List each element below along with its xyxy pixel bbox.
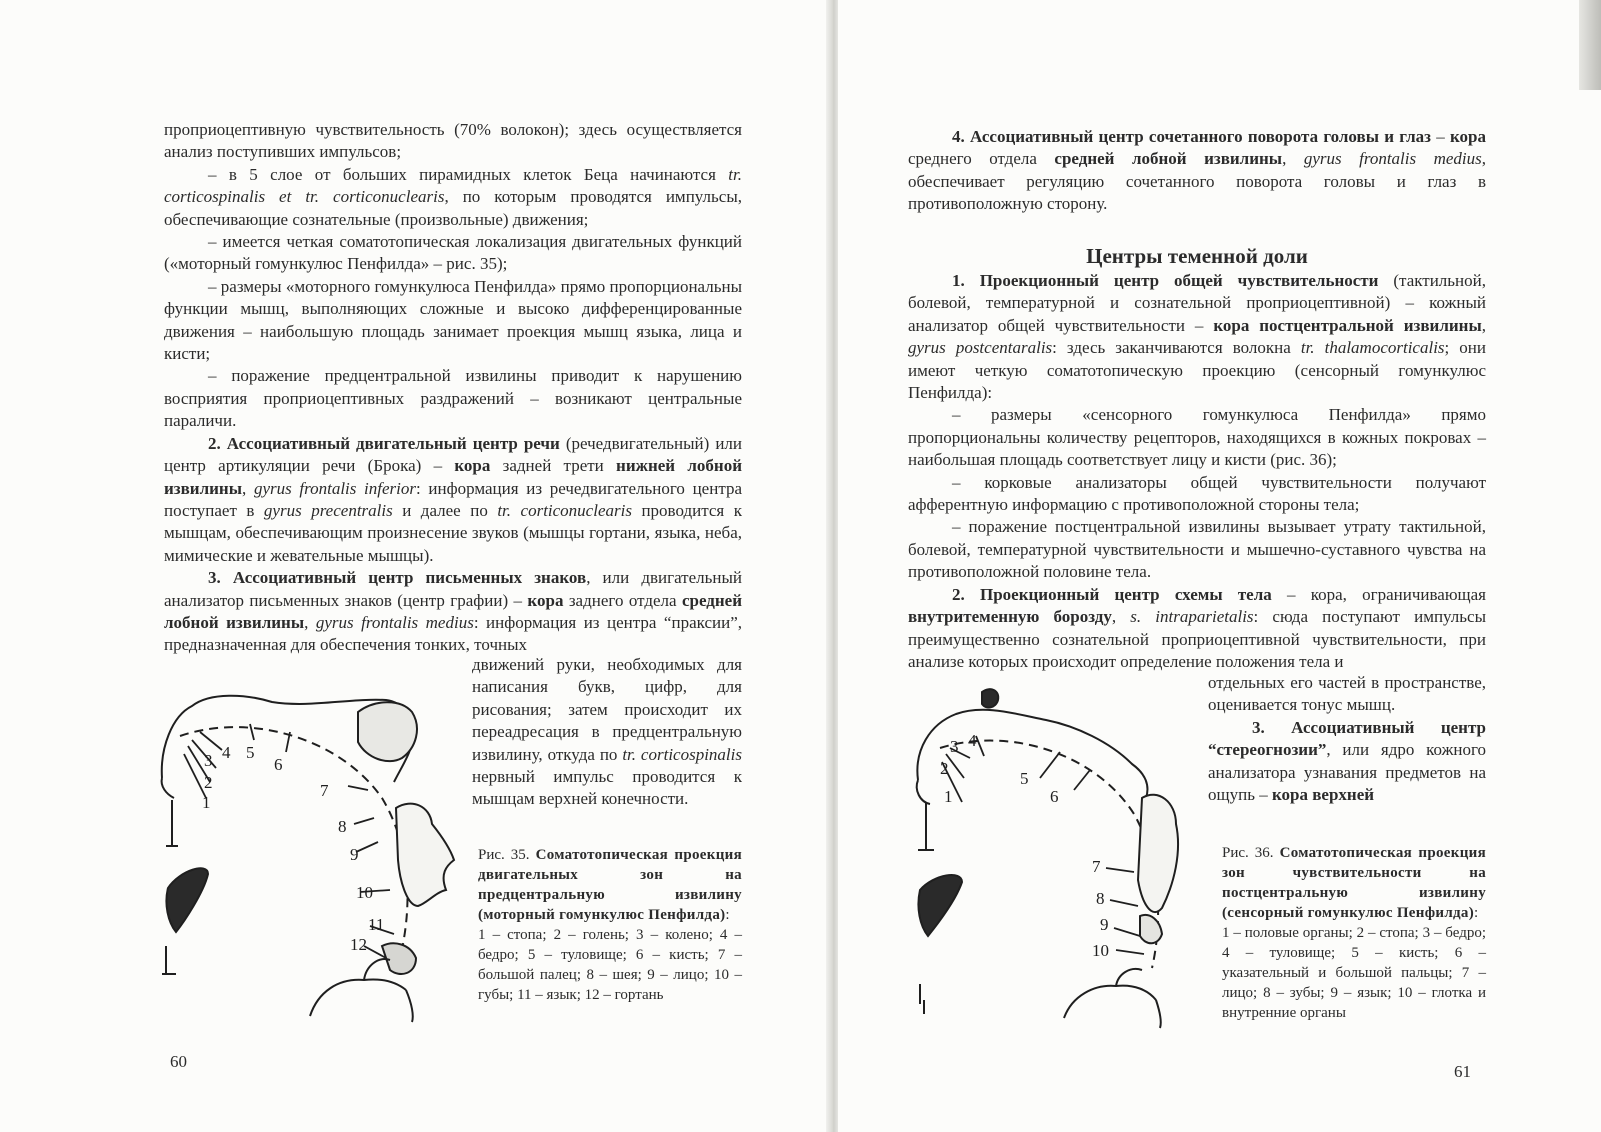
- caption-prefix: Рис. 36.: [1222, 845, 1274, 861]
- text-run: 4. Ассоциативный центр сочетанного поворота головы и глаз: [952, 127, 1431, 146]
- text-run: – корковые анализаторы общей чувствительности получают афферентную информацию с противоположной стороны тела;: [908, 472, 1486, 515]
- fig36-label: 9: [1100, 915, 1109, 934]
- text-run: – размеры «моторного гомункулюса Пенфилда» прямо пропорциональны функции мышц, выполняющих сложные и высоко дифференцированные движения – наибольшую площадь занимает проекция мышц языка, лица и кисти;: [164, 276, 742, 364]
- text-run: , обеспечивает регуляцию сочетанного поворота головы и глаз в противоположную сторону.: [908, 149, 1487, 214]
- text-run: внутритеменную борозду: [908, 607, 1112, 627]
- text-run: tr. corticospinalis et tr. corticonuclearis: [164, 164, 742, 207]
- small-stroke-mark: [162, 946, 176, 974]
- text-run: ,: [1481, 315, 1486, 335]
- fig36-label: 3: [950, 737, 959, 756]
- left-paragraph: [164, 276, 742, 366]
- text-run: gyrus precentralis: [263, 500, 393, 520]
- text-run: , или двигательный анализатор письменных знаков (центр графии) –: [164, 568, 743, 610]
- text-run: 3. Ассоциативный центр письменных знаков: [208, 568, 587, 588]
- text-run: gyrus frontalis medius: [315, 612, 474, 632]
- right-side-paragraph: [1208, 672, 1486, 717]
- text-run: 3. Ассоциативный центр “стереогнозии”: [1208, 717, 1486, 760]
- text-run: заднего отдела: [563, 590, 682, 610]
- tongue-shape: [166, 868, 208, 932]
- text-run: (речедвигательный) или центр артикуляции речи (Брока) –: [164, 433, 742, 476]
- text-run: : информация из речедвигательного центра поступает в: [164, 478, 742, 520]
- fig35-label: 7: [320, 781, 329, 800]
- motor-homunculus-figure: [150, 678, 468, 1023]
- fig35-label: 12: [350, 935, 367, 954]
- fig36-label: 1: [944, 787, 953, 806]
- fig36-label: 6: [1050, 787, 1059, 806]
- text-run: : сюда поступают импульсы преимущественно сознательной проприоцептивной чувствительности, при анализе которых происходит определение положения тела и: [908, 607, 1487, 671]
- text-run: – кора, ограничивающая: [1271, 584, 1486, 604]
- homunculus-head-small: [982, 689, 998, 707]
- text-run: задней трети: [490, 456, 617, 476]
- section-title: Центры теменной доли: [1086, 244, 1308, 268]
- text-run: – размеры «сенсорного гомункулюса Пенфилда» прямо пропорциональны количеству рецепторов, находящихся в кожных покровах – наибольшая площадь соответствует лицу и кисти (рис. 36);: [908, 405, 1486, 470]
- page-number: 61: [1454, 1062, 1471, 1081]
- text-run: 2. Ассоциативный двигательный центр речи: [208, 433, 560, 453]
- text-run: gyrus postcentaralis: [908, 338, 1053, 358]
- text-run: отдельных его частей в пространстве, оценивается тонус мышц.: [1208, 673, 1486, 715]
- left-paragraph: [164, 164, 742, 231]
- fig35-label: 3: [204, 751, 213, 770]
- caption-legend: 1 – половые органы; 2 – стопа; 3 – бедро; 4 – туловище; 5 – кисть; 6 – указательный и большой пальцы; 7 – лицо; 8 – зубы; 9 – язык; 10 – глотка и внутренние органы: [1222, 925, 1486, 1021]
- fig35-label: 9: [350, 845, 359, 864]
- right-paragraph: [908, 516, 1486, 583]
- text-run: : информация из центра “праксии”, предназначенная для обеспечения тонких, точных: [164, 612, 742, 655]
- text-run: кора: [527, 590, 564, 610]
- fig35-label: 2: [204, 773, 213, 792]
- text-run: кора: [1449, 127, 1487, 146]
- text-run: – имеется четкая соматотопическая локализация двигательных функций («моторный гомункулюс Пенфилда» – рис. 35);: [164, 232, 742, 274]
- figure-36-caption: Рис. 36. Соматотопическая проекция зон чувствительности на постцентральную извилину (сенсорный гомункулюс Пенфилда): 1 – половые органы; 2 – стопа; 3 – бедро; 4 – туловище; 5 – кисть; 6 – указательный и большой пальцы; 7 – лицо; 8 – зубы; 9 – язык; 10 – глотка и внутренние органы: [1222, 845, 1486, 1021]
- right-intro-paragraph: [908, 126, 1486, 216]
- right-intro-text: [908, 126, 1486, 216]
- text-run: ,: [242, 478, 254, 498]
- gyrus-dashed-arc: [940, 741, 1158, 968]
- left-main-text: [164, 119, 742, 657]
- text-run: средней лобной извилины: [1054, 149, 1283, 169]
- text-run: tr. corticonuclearis: [497, 500, 632, 520]
- text-run: – в 5 слое от больших пирамидных клеток Беца начинаются: [208, 164, 729, 184]
- text-run: проприоцептивную чувствительность (70% волокон); здесь осуществляется анализ поступивших импульсов;: [164, 120, 742, 162]
- right-paragraph: [908, 404, 1486, 471]
- text-run: среднего отдела: [908, 149, 1055, 169]
- fig36-label: 8: [1096, 889, 1105, 908]
- text-run: – поражение постцентральной извилины вызывает утрату тактильной, болевой, температурной чувствительности и мышечно-суставного чувства на противоположной половине тела.: [908, 517, 1486, 582]
- small-stroke-mark: [920, 984, 924, 1014]
- text-run: и далее по: [392, 500, 498, 520]
- page-edge-shadow: [1579, 0, 1601, 90]
- text-run: gyrus frontalis medius: [1303, 149, 1482, 169]
- figure-35-caption: Рис. 35. Соматотопическая проекция двигательных зон на предцентральную извилину (моторный гомункулюс Пенфилда): 1 – стопа; 2 – голень; 3 – колено; 4 – бедро; 5 – туловище; 6 – кисть; 7 – большой палец; 8 – шея; 9 – лицо; 10 – губы; 11 – язык; 12 – гортань: [478, 847, 742, 1003]
- text-run: s. intraparietalis: [1130, 607, 1254, 627]
- caption-title: Соматотопическая проекция двигательных зон на предцентральную извилину (моторный гомункулюс Пенфилда): [478, 847, 742, 923]
- tongue-shape: [918, 875, 962, 936]
- text-run: кора верхней: [1271, 785, 1375, 805]
- caption-prefix: Рис. 35.: [478, 847, 530, 863]
- left-paragraph: [164, 433, 742, 567]
- left-paragraph: [164, 231, 742, 276]
- fig36-label: 10: [1092, 941, 1109, 960]
- sensory-homunculus-figure: [900, 684, 1206, 1029]
- fig36-label: 4: [968, 731, 977, 750]
- text-run: : здесь заканчиваются волокна: [1052, 338, 1301, 358]
- right-side-text: [1208, 672, 1486, 806]
- left-paragraph: [164, 119, 742, 164]
- left-side-text: [472, 654, 742, 811]
- fig35-label: 10: [356, 883, 373, 902]
- homunculus-leg: [917, 780, 930, 804]
- text-run: 1. Проекционный центр общей чувствительности: [952, 271, 1379, 290]
- fig35-label: 4: [222, 743, 231, 762]
- text-run: движений руки, необходимых для написания букв, цифр, для рисования; затем происходит их переадресация в предцентральную извилину, откуда по: [472, 655, 742, 764]
- text-run: (тактильной, болевой, температурной и сознательной проприоцептивной) – кожный анализатор общей чувствительности –: [908, 271, 1486, 335]
- small-stroke-mark: [918, 802, 934, 850]
- text-run: , по которым проводятся импульсы, обеспечивающие сознательные (произвольные) движения;: [164, 187, 742, 229]
- fig36-label: 2: [940, 759, 949, 778]
- caption-legend: 1 – стопа; 2 – голень; 3 – колено; 4 – бедро; 5 – туловище; 6 – кисть; 7 – большой палец; 8 – шея; 9 – лицо; 10 – губы; 11 – язык; 12 – гортань: [478, 927, 742, 1003]
- text-run: gyrus frontalis inferior: [253, 478, 416, 498]
- homunculus-lips: [1140, 915, 1162, 943]
- text-run: ,: [1111, 607, 1131, 627]
- left-paragraph: [164, 365, 742, 432]
- fig35-label: 5: [246, 743, 255, 762]
- fig35-label: 11: [368, 915, 385, 934]
- text-run: нижней лобной извилины: [164, 456, 742, 498]
- fig35-label: 1: [202, 793, 211, 812]
- fig36-label: 5: [1020, 769, 1029, 788]
- right-side-paragraph: [1208, 717, 1486, 807]
- page-number: 60: [170, 1052, 187, 1071]
- text-run: tr. corticospinalis: [622, 744, 742, 764]
- right-paragraph: [908, 472, 1486, 517]
- text-run: 2. Проекционный центр схемы тела: [952, 584, 1272, 604]
- fig35-label: 8: [338, 817, 347, 836]
- caption-title: Соматотопическая проекция зон чувствительности на постцентральную извилину (сенсорный гомункулюс Пенфилда): [1222, 845, 1486, 921]
- text-run: ; они имеют четкую соматотопическую проекцию (сенсорный гомункулюс Пенфилда):: [908, 338, 1486, 403]
- right-page: [838, 0, 1601, 1132]
- homunculus-hand: [358, 702, 417, 761]
- text-run: средней лобной извилины: [164, 590, 742, 632]
- text-run: проводится к мышцам, обеспечивающим произнесение звуков (мышцы гортани, языка, неба, мимические и жевательные мышцы).: [164, 500, 742, 565]
- text-run: нервный импульс проводится к мышцам верхней конечности.: [472, 767, 742, 809]
- text-run: tr. thalamocorticalis: [1300, 338, 1445, 358]
- right-paragraph: [908, 584, 1486, 674]
- small-stroke-mark: [166, 800, 178, 846]
- text-run: , или ядро кожного анализатора узнавания предметов на ощупь –: [1208, 740, 1486, 805]
- text-run: –: [1430, 127, 1450, 146]
- homunculus-face: [396, 804, 454, 906]
- left-side-paragraph: [472, 654, 742, 811]
- text-run: ,: [1282, 149, 1304, 169]
- homunculus-face: [1138, 795, 1178, 912]
- fig36-label: 7: [1092, 857, 1101, 876]
- fig35-label: 6: [274, 755, 283, 774]
- text-run: – поражение предцентральной извилины приводит к нарушению восприятия проприоцептивных раздражений – возникают центральные параличи.: [164, 366, 742, 431]
- right-main-text: [908, 270, 1486, 673]
- text-run: кора постцентральной извилины: [1213, 315, 1482, 335]
- homunculus-leg: [162, 778, 174, 798]
- text-run: ,: [304, 612, 316, 632]
- neural-branch: [1064, 969, 1161, 1028]
- text-run: кора: [454, 456, 491, 476]
- right-paragraph: [908, 270, 1486, 404]
- left-paragraph: [164, 567, 742, 657]
